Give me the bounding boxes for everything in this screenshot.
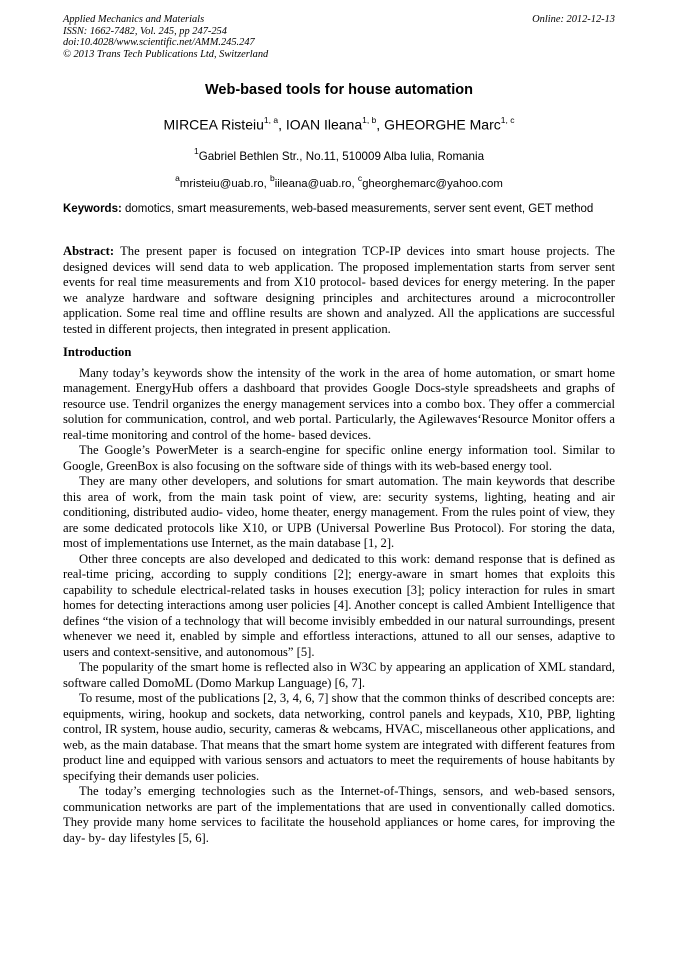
copyright-line: © 2013 Trans Tech Publications Ltd, Switzerland [63, 48, 269, 60]
abstract-label: Abstract: [63, 244, 115, 258]
body-paragraph: The today’s emerging technologies such as the Internet-of-Things, sensors, and web-based sensors, communication networks are part of the implementations that are used in conventionally called domotics. They provide many home services to facilitate the household appliances or home cares, for improving the day- by- day lifestyles [5, 6]. [63, 784, 615, 845]
paper-body [63, 244, 615, 846]
body-paragraph: They are many other developers, and solutions for smart automation. The main keywords that describe this area of work, from the main task point of view, are: security systems, lighting, heating and air conditioning, distributed audio- video, home theater, energy management. From the rules point of view, they are some dedicated protocols like X10, or UPB (Universal Powerline Bus Protocol). For storing the data, most of implementations use Internet, as the main database [1, 2]. [63, 474, 615, 550]
body-paragraph: To resume, most of the publications [2, 3, 4, 6, 7] show that the common thinks of described concepts are: equipments, wiring, hookup and sockets, data networking, control panels and keypads, X10, PBP, lighting control, IR system, house audio, security, cameras & webcams, HVAC, miscellaneous other applications, and web, as the main database. That means that the smart home system are integrated with different features from product line and equipped with various sensors and actuators to meet the requirements of house habitants by specifying their demands user policies. [63, 691, 615, 783]
author-superscript: 1, b [362, 115, 377, 125]
section-heading-introduction: Introduction [63, 345, 132, 359]
keywords [63, 202, 615, 218]
email-link[interactable]: mristeiu@uab.ro [179, 177, 264, 190]
body-paragraph: Many today’s keywords show the intensity of the work in the area of home automation, or smart home management. EnergyHub offers a dashboard that provides Google Docs-style spreadsheets and graphs of resource use. Tendril organizes the energy management services into a combo box. They offer a commercial solution for communication, control, and web portal. Particularly, the Agilewaves‘Resource Monitor offers a real-time monitoring and control of the home- based devices. [63, 365, 615, 442]
email-link[interactable]: gheorghemarc@yahoo.com [362, 177, 503, 190]
email-superscript: c [357, 173, 363, 183]
body-paragraph: The Google’s PowerMeter is a search-engine for specific online energy information tool. Similar to Google, GreenBox is also focusing on the software side of things with its web-based energy tool. [63, 443, 615, 473]
email-superscript: b [269, 173, 275, 183]
issn-line: ISSN: 1662-7482, Vol. 245, pp 247-254 [63, 25, 227, 37]
affiliation [63, 147, 615, 163]
email-link[interactable]: iileana@uab.ro [274, 177, 352, 190]
author-list: MIRCEA Risteiu$^{1, a}$, IOAN Ileana$^{1, b}$, GHEORGHE Marc$^{1, c}$ [163, 115, 515, 133]
keywords-label: Keywords: [63, 203, 122, 215]
abstract [63, 244, 615, 337]
keywords-text: domotics, smart measurements, web-based measurements, server sent event, GET method [125, 203, 594, 215]
body-paragraph: The popularity of the smart home is reflected also in W3C by appearing an application of XML standard, software called DomoML (Domo Markup Language) [6, 7]. [63, 660, 615, 690]
journal-header [63, 14, 615, 60]
body-paragraph: Other three concepts are also developed and dedicated to this work: demand response that is defined as real-time pricing, according to supply conditions [2]; energy-aware in smart homes that exploits this capability to schedule electrical-related tasks in houses execution [3]; policy interaction for rules in smart homes for detecting interactions among user policies [4]. Another concept is called Ambient Intelligence that defines “the vision of a technology that will become invisibly embedded in our natural surroundings, present whenever we need it, enabled by simple and effortless interactions, attuned to all our senses, adaptive to users and context-sensitive, and autonomous” [5]. [63, 551, 615, 659]
journal-name: Applied Mechanics and Materials [63, 14, 205, 25]
online-date: Online: 2012-12-13 [532, 14, 615, 25]
abstract-text: The present paper is focused on integration TCP-IP devices into smart house projects. The designed devices will send data to web application. The proposed implementation starts from server sent events for real time measurements and from X10 protocol- based devices for energy metering. In the paper we analyze hardware and software designing principles and architectures around a microcontroller application. Some real time and offline results are shown and analyzed. All the applications are successful tested in different projects, then integrated in present application. [63, 244, 616, 336]
author-name: GHEORGHE Marc [384, 116, 501, 133]
author-name: IOAN Ileana [285, 116, 363, 133]
paper-title: Web-based tools for house automation [205, 82, 473, 98]
affiliation-text: Gabriel Bethlen Str., No.11, 510009 Alba Iulia, Romania [198, 149, 485, 163]
affiliation-superscript: 1 [193, 146, 199, 156]
author-superscript: 1, a [263, 115, 279, 125]
author-name: MIRCEA Risteiu [163, 116, 264, 133]
author-superscript: 1, c [500, 115, 515, 125]
email-list: $^a$mristeiu@uab.ro, $^b$iileana@uab.ro, $^c$gheorghemarc@yahoo.com [175, 173, 503, 190]
doi-line: doi:10.4028/www.scientific.net/AMM.245.247 [63, 37, 255, 49]
email-superscript: a [175, 173, 180, 183]
